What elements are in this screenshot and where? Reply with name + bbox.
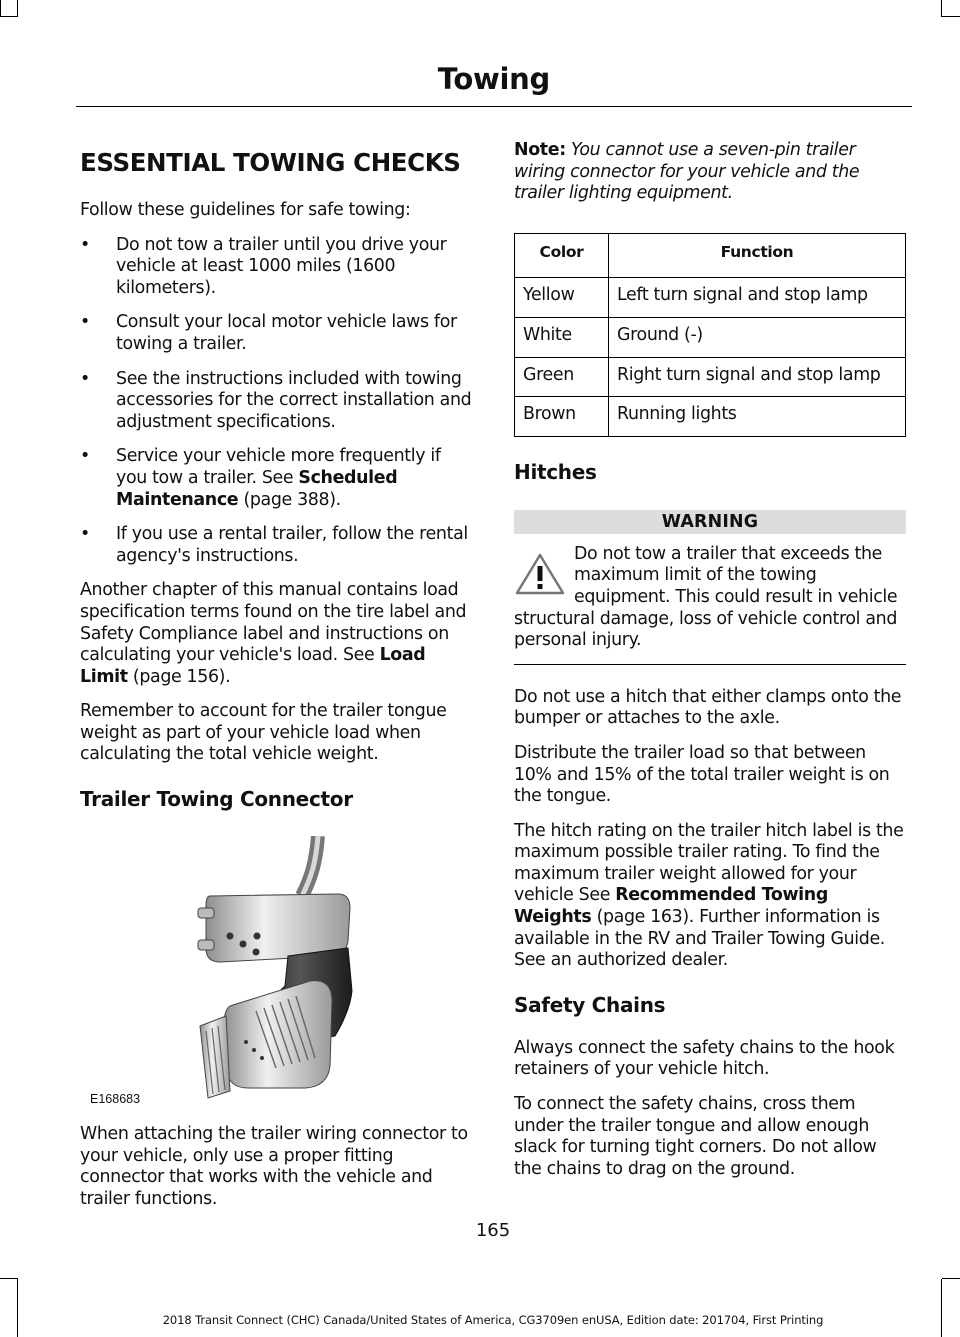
note-label: Note: (514, 140, 566, 160)
warning-triangle-icon (514, 552, 566, 596)
guidelines-list (80, 235, 473, 568)
warning-box (514, 544, 906, 665)
recommended-towing-weights-link[interactable]: Recommended Towing Weights (514, 885, 828, 928)
table-cell-color: White (515, 317, 609, 357)
list-item-text: Service your vehicle more frequently if you tow a trailer. See (116, 446, 441, 488)
table-cell-color: Yellow (515, 278, 609, 318)
table-row (515, 278, 906, 318)
table-row (515, 397, 906, 437)
subheading-trailer-connector: Trailer Towing Connector (80, 787, 353, 812)
wiring-color-table (514, 233, 906, 437)
connector-figure (80, 836, 473, 1106)
warning-title: WARNING (514, 510, 906, 534)
paragraph: Distribute the trailer load so that between 10% and 15% of the total trailer weight is on the tongue. (514, 742, 890, 807)
paragraph: Remember to account for the trailer tongue weight as part of your vehicle load when calculating the total vehicle weight. (80, 701, 447, 765)
crop-mark (17, 1279, 18, 1337)
paragraph: To connect the safety chains, cross them under the trailer tongue and allow enough slack for turning tight corners. Do not allow the chains to drag on the ground. (514, 1094, 877, 1179)
table-cell-function: Right turn signal and stop lamp (609, 357, 906, 397)
list-item (80, 446, 473, 511)
table-row (515, 317, 906, 357)
list-item: • Do not tow a trailer until you drive your vehicle at least 1000 miles (1600 kilometers). (80, 235, 473, 300)
table-row (515, 357, 906, 397)
figure-label: E168683 (90, 1092, 141, 1107)
list-item: • See the instructions included with towing accessories for the correct installation and adjustment specifications. (80, 369, 473, 434)
paragraph-text: Another chapter of this manual contains load specification terms found on the tire label and Safety Compliance label and instructions on calculating your vehicle's load. See (80, 580, 467, 666)
crop-mark (941, 1279, 942, 1337)
crop-mark (941, 0, 942, 17)
paragraph: Always connect the safety chains to the hook retainers of your vehicle hitch. (514, 1037, 895, 1080)
section-heading: ESSENTIAL TOWING CHECKS (80, 148, 461, 177)
footer-text: 2018 Transit Connect (CHC) Canada/United States of America, CG3709en enUSA, Edition date: 201704, First Printing (162, 1313, 824, 1327)
paragraph-text: The hitch rating on the trailer hitch label is the maximum possible trailer rating. To find the maximum trailer weight allowed for your vehicle See (514, 820, 904, 906)
table-header-color: Color (515, 233, 609, 278)
intro-text: Follow these guidelines for safe towing: (80, 200, 411, 220)
page-ref: (page 156). (132, 666, 231, 687)
note-text: You cannot use a seven-pin trailer wiring connector for your vehicle and the trailer lighting equipment. (514, 140, 860, 204)
scheduled-maintenance-link[interactable]: Scheduled Maintenance (116, 467, 398, 510)
trailer-connector-illustration (80, 836, 473, 1106)
crop-mark (0, 1278, 18, 1279)
paragraph: When attaching the trailer wiring connector to your vehicle, only use a proper fitting connector that works with the vehicle and trailer functions. (80, 1124, 468, 1209)
paragraph-text: Further information is available in the RV and Trailer Towing Guide. See an authorized dealer. (514, 907, 885, 971)
crop-mark (942, 16, 960, 17)
page-header-title: Towing (437, 62, 550, 96)
crop-mark (0, 16, 18, 17)
left-column (80, 140, 473, 1223)
table-cell-color: Brown (515, 397, 609, 437)
subheading-safety-chains: Safety Chains (514, 992, 666, 1017)
note (514, 140, 906, 205)
crop-mark (17, 0, 18, 17)
table-cell-function: Running lights (609, 397, 906, 437)
header-rule (76, 106, 912, 107)
load-limit-link[interactable]: Load Limit (80, 645, 426, 687)
list-item: • Consult your local motor vehicle laws for towing a trailer. (80, 312, 473, 355)
page-ref: (page 388). (243, 489, 341, 510)
paragraph (514, 821, 906, 972)
warning-text: Do not tow a trailer that exceeds the maximum limit of the towing equipment. This could result in vehicle structural damage, loss of vehicle control and personal injury. (514, 543, 898, 651)
table-header-row (515, 233, 906, 278)
paragraph (80, 580, 473, 688)
subheading-hitches: Hitches (514, 459, 597, 484)
crop-mark (942, 1278, 960, 1279)
table-cell-color: Green (515, 357, 609, 397)
right-column (514, 140, 906, 1193)
table-header-function: Function (609, 233, 906, 278)
table-cell-function: Ground (-) (609, 317, 906, 357)
page-ref: (page 163). (596, 907, 694, 928)
page-number: 165 (475, 1220, 511, 1241)
list-item: • If you use a rental trailer, follow the rental agency's instructions. (80, 524, 473, 567)
crop-mark (0, 0, 1, 16)
paragraph: Do not use a hitch that either clamps onto the bumper or attaches to the axle. (514, 686, 902, 729)
table-cell-function: Left turn signal and stop lamp (609, 278, 906, 318)
